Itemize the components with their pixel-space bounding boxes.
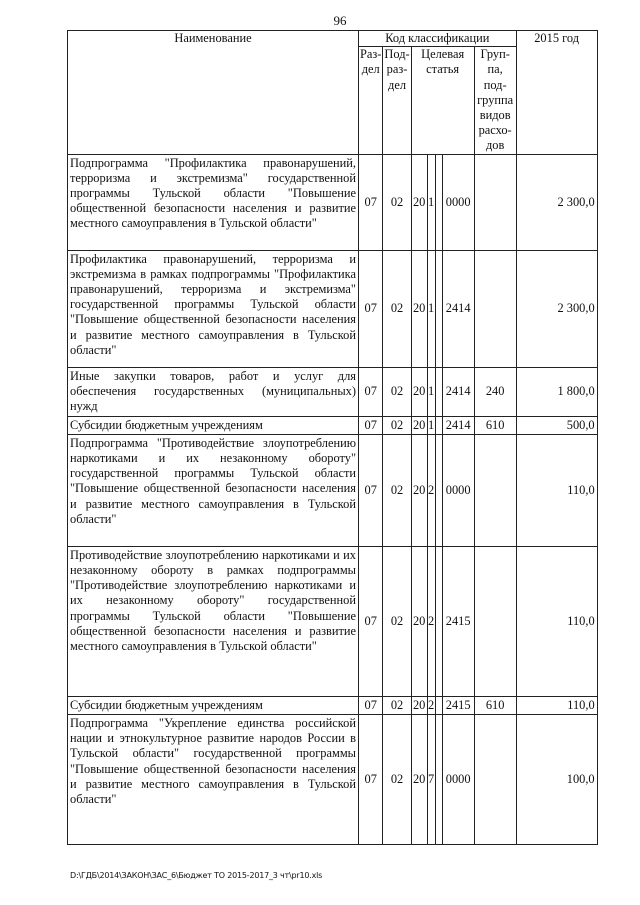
row-target-1: 20 <box>411 154 427 250</box>
row-razdel: 07 <box>359 250 383 367</box>
row-amount: 110,0 <box>516 434 597 546</box>
row-razdel: 07 <box>359 434 383 546</box>
row-podrazdel: 02 <box>383 434 411 546</box>
row-razdel: 07 <box>359 696 383 714</box>
row-amount: 2 300,0 <box>516 154 597 250</box>
header-year: 2015 год <box>516 31 597 155</box>
table-row <box>68 434 598 546</box>
row-target-4: 0000 <box>442 154 474 250</box>
row-name: Иные закупки товаров, работ и услуг для обеспечения государственных (муниципальных) нужд <box>68 367 359 416</box>
row-group <box>474 434 516 546</box>
row-target-2: 2 <box>427 434 435 546</box>
row-target-1: 20 <box>411 434 427 546</box>
row-amount: 500,0 <box>516 416 597 434</box>
row-name: Подпрограмма "Противодействие злоупотреблению наркотиками и их незаконному обороту" государственной программы Тульской области "Повышение общественной безопасности населения и развитие местного самоуправления в Тульской области" <box>68 434 359 546</box>
row-razdel: 07 <box>359 367 383 416</box>
row-target-3 <box>435 367 442 416</box>
header-name: Наименование <box>68 31 359 155</box>
row-podrazdel: 02 <box>383 416 411 434</box>
row-target-3 <box>435 434 442 546</box>
header-row-top <box>68 31 598 47</box>
header-code: Код классификации <box>359 31 517 47</box>
row-target-4: 0000 <box>442 715 474 845</box>
row-target-4: 0000 <box>442 434 474 546</box>
budget-table <box>67 30 598 845</box>
table-row <box>68 546 598 696</box>
row-group: 610 <box>474 696 516 714</box>
table-row <box>68 154 598 250</box>
row-podrazdel: 02 <box>383 715 411 845</box>
row-target-2: 1 <box>427 154 435 250</box>
row-target-1: 20 <box>411 250 427 367</box>
row-target-2: 1 <box>427 416 435 434</box>
row-group: 610 <box>474 416 516 434</box>
row-target-1: 20 <box>411 696 427 714</box>
row-group: 240 <box>474 367 516 416</box>
file-path-footer: D:\ГДБ\2014\ЗАКОН\ЗАС_6\Бюджет ТО 2015-2017_3 чт\pr10.xls <box>70 871 323 880</box>
row-target-4: 2414 <box>442 250 474 367</box>
row-target-3 <box>435 250 442 367</box>
row-amount: 110,0 <box>516 696 597 714</box>
row-target-1: 20 <box>411 715 427 845</box>
header-target: Целевая статья <box>411 47 474 154</box>
row-name: Противодействие злоупотреблению наркотиками и их незаконному обороту в рамках подпрограммы "Противодействие злоупотреблению наркотиками и их незаконному обороту" государственной программы Тульской области "Повышение общественной безопасности населения и развитие местного самоуправления в Тульской области" <box>68 546 359 696</box>
row-amount: 1 800,0 <box>516 367 597 416</box>
table-row <box>68 715 598 845</box>
row-name: Субсидии бюджетным учреждениям <box>68 416 359 434</box>
row-group <box>474 250 516 367</box>
row-target-4: 2415 <box>442 696 474 714</box>
row-target-2: 7 <box>427 715 435 845</box>
row-target-4: 2415 <box>442 546 474 696</box>
header-razdel: Раз-дел <box>359 47 383 154</box>
table-row <box>68 416 598 434</box>
row-name: Подпрограмма "Профилактика правонарушений, терроризма и экстремизма" государственной программы Тульской области "Повышение общественной безопасности населения и развитие местного самоуправления в Тульской области" <box>68 154 359 250</box>
row-target-1: 20 <box>411 367 427 416</box>
row-target-3 <box>435 416 442 434</box>
row-razdel: 07 <box>359 546 383 696</box>
row-razdel: 07 <box>359 154 383 250</box>
row-target-3 <box>435 154 442 250</box>
row-target-4: 2414 <box>442 416 474 434</box>
row-amount: 100,0 <box>516 715 597 845</box>
row-target-3 <box>435 715 442 845</box>
row-target-1: 20 <box>411 546 427 696</box>
row-razdel: 07 <box>359 715 383 845</box>
header-group: Груп-па, под-группа видов расхо-дов <box>474 47 516 154</box>
table-row <box>68 250 598 367</box>
page-number: 96 <box>333 13 347 28</box>
row-razdel: 07 <box>359 416 383 434</box>
row-podrazdel: 02 <box>383 696 411 714</box>
row-podrazdel: 02 <box>383 367 411 416</box>
row-target-4: 2414 <box>442 367 474 416</box>
row-podrazdel: 02 <box>383 546 411 696</box>
row-group <box>474 546 516 696</box>
row-target-2: 1 <box>427 367 435 416</box>
row-name: Субсидии бюджетным учреждениям <box>68 696 359 714</box>
row-group <box>474 715 516 845</box>
row-name: Подпрограмма "Укрепление единства российской нации и этнокультурное развитие народов России в Тульской области" государственной программы "Повышение общественной безопасности населения и развитие местного самоуправления в Тульской области" <box>68 715 359 845</box>
row-target-3 <box>435 546 442 696</box>
row-amount: 2 300,0 <box>516 250 597 367</box>
row-name: Профилактика правонарушений, терроризма и экстремизма в рамках подпрограммы "Профилактика правонарушений, терроризма и экстремизма" государственной программы Тульской области "Повышение общественной безопасности населения и развитие местного самоуправления в Тульской области" <box>68 250 359 367</box>
row-group <box>474 154 516 250</box>
row-podrazdel: 02 <box>383 154 411 250</box>
row-amount: 110,0 <box>516 546 597 696</box>
row-target-2: 1 <box>427 250 435 367</box>
row-podrazdel: 02 <box>383 250 411 367</box>
row-target-1: 20 <box>411 416 427 434</box>
row-target-2: 2 <box>427 696 435 714</box>
row-target-3 <box>435 696 442 714</box>
table-row <box>68 367 598 416</box>
row-target-2: 2 <box>427 546 435 696</box>
table-row <box>68 696 598 714</box>
header-podrazdel: Под-раз-дел <box>383 47 411 154</box>
